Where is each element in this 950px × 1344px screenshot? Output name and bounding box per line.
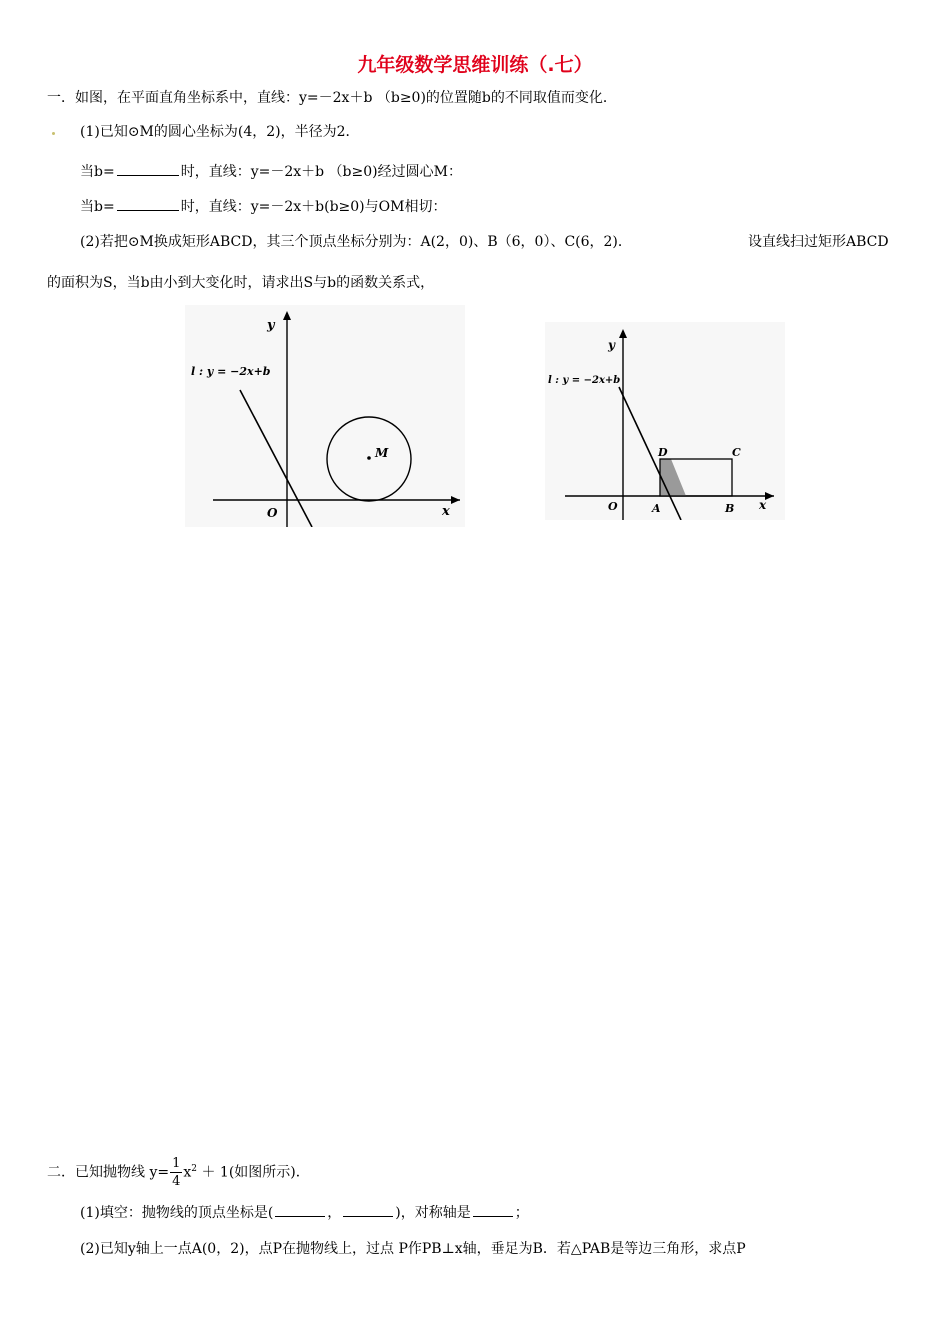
q2-intro-pre: 二．已知抛物线 y= — [47, 1164, 170, 1181]
q2-intro — [47, 1147, 310, 1195]
answer-blank[interactable] — [117, 161, 179, 176]
label-y: y — [267, 318, 275, 333]
fraction-denominator: 4 — [172, 1174, 181, 1190]
q1-part1-b-post: 时，直线：y=－2x＋b(b≥0)与OM相切： — [180, 199, 447, 215]
label-x: x — [759, 498, 767, 512]
q2-part1-mid: )，对称轴是 — [395, 1205, 471, 1221]
answer-blank[interactable] — [275, 1202, 325, 1217]
q2-intro-post: ＋ 1(如图所示)． — [197, 1164, 310, 1181]
speck-mark — [52, 132, 55, 135]
fraction-numerator: 1 — [172, 1156, 181, 1172]
q2-part2: (2)已知y轴上一点A(0，2)，点P在抛物线上，过点 P作PB⊥x轴，垂足为B．若△PAB是等边三角形，求点P — [80, 1241, 746, 1257]
q2-part1-comma: ， — [327, 1205, 342, 1221]
label-origin: O — [267, 506, 278, 520]
label-origin: O — [608, 500, 618, 513]
q1-part1-b-pre: 当b= — [80, 199, 115, 215]
answer-blank[interactable] — [473, 1202, 513, 1217]
q2-intro-x: x — [183, 1164, 192, 1181]
q1-intro: 一．如图，在平面直角坐标系中，直线：y=－2x＋b （b≥0)的位置随b的不同取值而变化． — [47, 90, 617, 106]
fraction-one-quarter — [170, 1155, 182, 1190]
page-title: 九年级数学思维训练（.七） — [357, 54, 593, 76]
label-a: A — [652, 502, 661, 515]
q1-part1-a-pre: 当b= — [80, 164, 115, 180]
q1-part1-b — [80, 196, 446, 217]
q1-part2-line1a: (2)若把⊙M换成矩形ABCD，其三个顶点坐标分别为：A(2，0)、B（6，0）、C(6，2)． — [80, 234, 632, 250]
label-d: D — [658, 446, 668, 459]
q1-part2-line2: 的面积为S，当b由小到大变化时，请求出S与b的函数关系式， — [47, 275, 435, 291]
figure-background — [185, 305, 465, 527]
label-y: y — [608, 338, 615, 352]
q2-part1 — [80, 1202, 529, 1223]
answer-blank[interactable] — [117, 196, 179, 211]
label-m: M — [375, 446, 389, 460]
label-b: B — [725, 502, 735, 515]
label-line-l: l : y = −2x+b — [548, 375, 621, 386]
center-point-m — [367, 456, 371, 460]
q1-part2-line1b: 设直线扫过矩形ABCD — [748, 234, 889, 250]
label-x: x — [442, 504, 450, 519]
figure-rectangle — [545, 322, 785, 520]
q2-part1-end: ； — [514, 1205, 529, 1221]
answer-blank[interactable] — [343, 1202, 393, 1217]
q2-part1-pre: (1)填空：抛物线的顶点坐标是( — [80, 1205, 274, 1221]
q1-part1-a — [80, 161, 462, 182]
label-line-l: l : y = −2x+b — [191, 365, 271, 378]
q1-part1: (1)已知⊙M的圆心坐标为(4，2)，半径为2． — [80, 124, 360, 140]
q1-part1-a-post: 时，直线：y=－2x＋b （b≥0)经过圆心M： — [180, 164, 462, 180]
figure-circle — [185, 305, 465, 527]
q2-intro-exponent: 2 — [191, 1164, 198, 1174]
label-c: C — [732, 446, 741, 459]
